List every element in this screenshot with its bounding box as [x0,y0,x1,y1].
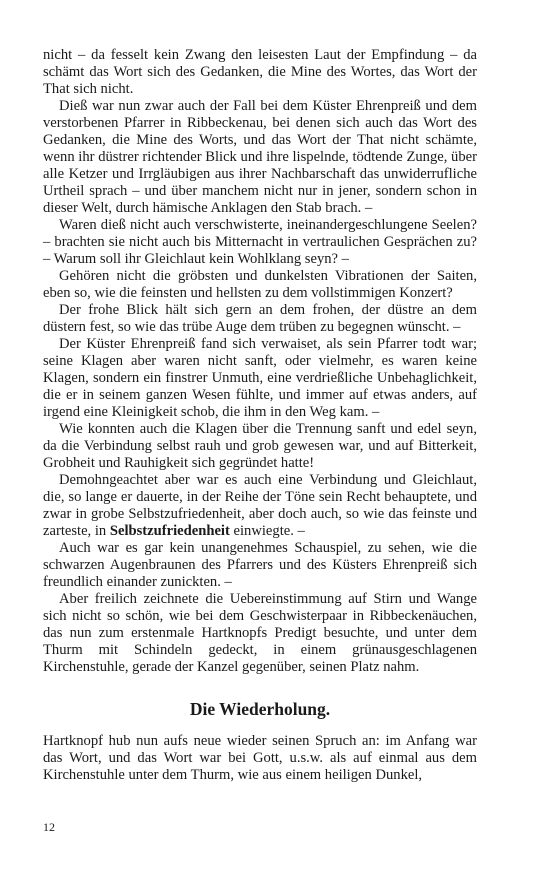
paragraph: nicht – da fesselt kein Zwang den leisesten Laut der Empfindung – da schämt das Wort sich des Gedanken, die Mine des Wortes, das Wort der That sich nicht. [43,47,477,97]
paragraph: Aber freilich zeichnete die Uebereinstimmung auf Stirn und Wange sich nicht so schön, wie bei dem Geschwisterpaar in Ribbeckenäuchen, das nun zum erstenmale Hartknopfs Predigt besuchte, und unter dem Thurm mit Schindeln gedeckt, in einem grünausgeschlagenen Kirchenstuhle, gerade der Kanzel gegenüber, seinen Platz nahm. [43,591,477,675]
bold-term: Selbstzufriedenheit [109,523,230,539]
paragraph: Gehören nicht die gröbsten und dunkelsten Vibrationen der Saiten, eben so, wie die feinsten und hellsten zu dem vollstimmigen Konzert? [43,268,477,301]
paragraph: Waren dieß nicht auch verschwisterte, ineinandergeschlungene Seelen? – brachten sie nicht auch bis Mitternacht in vertraulichen Gesprächen zu? – Warum soll ihr Gleichlaut kein Wohlklang seyn? – [43,217,477,267]
paragraph: Hartknopf hub nun aufs neue wieder seinen Spruch an: im Anfang war das Wort, und das Wort war bei Gott, u.s.w. als auf einmal aus dem Kirchenstuhle unter dem Thurm, wie aus einem heiligen Dunkel, [43,733,477,783]
paragraph: Wie konnten auch die Klagen über die Trennung sanft und edel seyn, da die Verbindung selbst rauh und grob gewesen war, und auf Bitterkeit, Grobheit und Rauhigkeit sich gegründet hatte! [43,421,477,471]
section-heading: Die Wiederholung. [189,699,331,719]
paragraph-text-before: Demohngeachtet aber war es auch eine Verbindung und Gleichlaut, die, so lange er dauerte, in der Reihe der Töne sein Recht behauptete, und zwar in grobe Selbstzufriedenheit, aber doch auch, so wie das feinste und zarteste, in [43,472,477,539]
paragraph: Auch war es gar kein unangenehmes Schauspiel, zu sehen, wie die schwarzen Augenbraunen des Pfarrers und des Küsters Ehrenpreiß sich freundlich einander zunickten. – [43,540,477,590]
paragraph: Der Küster Ehrenpreiß fand sich verwaiset, als sein Pfarrer todt war; seine Klagen aber waren nicht sanft, oder vielmehr, es waren keine Klagen, sondern ein finstrer Unmuth, eine verdrießliche Unbehaglichkeit, die er in seinem ganzen Wesen fühlte, und immer auf etwas anders, auf irgend eine Kleinigkeit schob, die ihm in den Weg kam. – [43,336,477,420]
body-text [43,47,477,784]
paragraph-with-bold [43,472,477,540]
paragraph: Der frohe Blick hält sich gern an dem frohen, der düstre an dem düstern fest, so wie das trübe Auge dem trüben zu begegnen wünscht. – [43,302,477,335]
page-number: 12 [43,820,55,834]
paragraph-text-after: einwiegte. – [229,523,305,539]
paragraph: Dieß war nun zwar auch der Fall bei dem Küster Ehrenpreiß und dem verstorbenen Pfarrer in Ribbeckenau, bei denen sich auch das Wort des Gedanken, die Mine des Worts, und das Wort der That nicht schämte, wenn ihr düstrer richtender Blick und ihre lispelnde, tödtende Zunge, über alle Ketzer und Irrgläubigen aus ihrer Nachbarschaft das unwiderrufliche Urtheil sprach – und über manchem nicht nur in jener, sondern schon in dieser Welt, durch hämische Anklagen den Stab brach. – [43,98,477,216]
